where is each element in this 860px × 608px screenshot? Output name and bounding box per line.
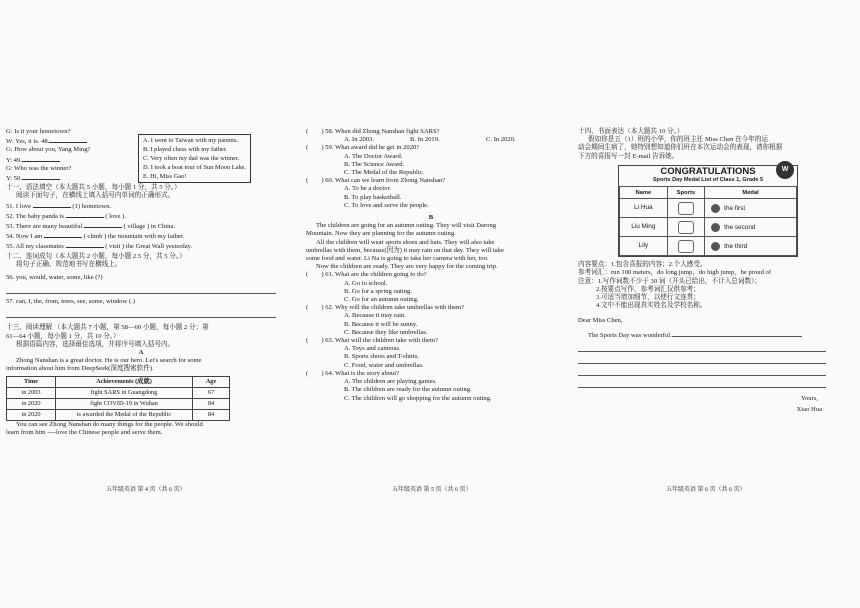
- dialogue-line: Y: 49.: [6, 155, 276, 165]
- option: B. To play basketball.: [344, 193, 402, 201]
- table-header-row: [620, 187, 797, 199]
- table-cell: 67: [193, 387, 230, 398]
- question-58: ( ) 58. When did Zhong Nanshan fight SARS?: [306, 128, 440, 135]
- option: A. Go to school.: [344, 279, 388, 287]
- passage-b-line: some food and water. Li Na is going to take her camera with her, too.: [306, 255, 489, 263]
- grammar-question: 51. I love (1) hometown.: [6, 202, 112, 210]
- section-11-instruction: 阅读下面句子，在横线上填入括号内单词的正确形式。: [16, 192, 175, 200]
- answer-line[interactable]: [578, 376, 826, 388]
- note-line: 4.文中不能出现真实姓名及学校名称。: [596, 302, 707, 310]
- card-subtitle: Sports Day Medal List of Class 1, Grade 5: [652, 177, 764, 184]
- answer-blank[interactable]: [84, 221, 122, 228]
- option: B. The children are ready for the autumn outing.: [344, 386, 472, 394]
- table-row: [7, 409, 230, 420]
- option: C. Because they like umbrellas.: [344, 328, 428, 336]
- answer-line[interactable]: [578, 364, 826, 376]
- medal-cell: the first: [705, 199, 797, 218]
- note-line: 注意：1.写作词数不少于 30 词（开头已给出，不计入总词数）；: [578, 277, 761, 285]
- letter-closing: Yours,: [800, 394, 818, 402]
- option: B. Because it will be sunny.: [344, 320, 418, 328]
- option: C. Food, water and umbrellas.: [344, 361, 424, 369]
- medal-cell: the third: [705, 237, 797, 256]
- question-56: 56. you, would, water, some, like (?): [6, 274, 103, 282]
- passage-a-line: Zhong Nanshan is a great doctor. He is our hero. Let's search for some: [16, 357, 202, 365]
- page-5-footer: 五年级英语 第 5 页（共 6 页）: [392, 487, 472, 493]
- dialogue-line: W: Yes, it is. 48.: [6, 136, 276, 146]
- passage-b-line: Now the children are ready. They are very happy for the coming trip.: [316, 263, 498, 271]
- answer-blank[interactable]: [49, 136, 87, 143]
- passage-b-line: Mountain. Now they are planning for the autumn outing.: [306, 230, 456, 238]
- passage-a-end-line: You can see Zhong Nanshan do many things for the people. We should: [16, 420, 203, 428]
- letter-signature: Xiao Hua: [796, 406, 822, 414]
- medal-cell: the second: [705, 218, 797, 237]
- dialogue-line: G: How about you, Yang Ming?: [6, 146, 91, 154]
- table-header: Time: [7, 376, 56, 387]
- option-item: C. Very often my dad was the winner.: [143, 155, 240, 162]
- table-row: [620, 237, 797, 256]
- option-item: E. Hi, Miss Gao!: [143, 173, 187, 180]
- badge-icon: W: [776, 161, 794, 179]
- note-line: 2.按要点写作，参考词汇仅供参考；: [596, 285, 700, 293]
- table-cell: in 2003: [7, 387, 56, 398]
- question-58-options: [306, 136, 556, 144]
- passage-b-line: The children are going for an autumn outing. They will visit Darong: [316, 222, 497, 230]
- question-57: 57. can, I, the, from, trees, see, some, window (.): [6, 298, 135, 306]
- intro-line: 动会期间生病了，她特别想知道你们班在本次运动会的表现，请你根据: [578, 144, 783, 152]
- question-59: ( ) 59. What award did he get in 2020?: [306, 144, 420, 152]
- passage-a-line: information about him from DeepSeek(深度搜索软件).: [6, 365, 154, 373]
- grammar-question: 53. There are many beautiful ( village ) in China.: [6, 223, 176, 231]
- passage-a-label: A: [138, 349, 144, 357]
- section-14-title: 十四、书面表达（本大题共 10 分。）: [578, 128, 684, 135]
- option: A. To be a doctor.: [344, 185, 392, 193]
- answer-blank[interactable]: [33, 201, 71, 208]
- page-6-column: [578, 128, 826, 414]
- card-title: CONGRATULATIONS: [660, 165, 756, 177]
- note-line: 3.可适当增加细节，以使行文连贯；: [596, 294, 700, 302]
- table-cell: is awarded the Medal of the Republic: [56, 409, 193, 420]
- table-header: Achievements (成就): [56, 376, 193, 387]
- table-row: [7, 398, 230, 409]
- table-cell: 84: [193, 398, 230, 409]
- dialogue-line: G: Is it your hometown?: [6, 128, 71, 135]
- table-header: Sports: [667, 187, 705, 199]
- passage-b-line: All the children will wear sports shoes and hats. They will also take: [316, 238, 495, 246]
- section-12-instruction: 将句子正确、规范地书写在横线上。: [16, 260, 122, 268]
- option: B. Sports shoes and T-shirts.: [344, 353, 420, 361]
- answer-line[interactable]: [6, 306, 276, 318]
- sport-icon: [678, 202, 694, 215]
- answer-blank[interactable]: [672, 330, 802, 337]
- medal-icon: [711, 223, 720, 232]
- option: B. The Science Award.: [344, 160, 405, 168]
- medal-icon: [711, 204, 720, 213]
- answer-blank[interactable]: [44, 231, 82, 238]
- grammar-question: 55. All my classmates ( visit ) the Great Wall yesterday.: [6, 243, 193, 251]
- table-row: [620, 199, 797, 218]
- page-5-column: [306, 128, 556, 403]
- sport-cell: [667, 199, 705, 218]
- option: B. Go for a spring outing.: [344, 287, 412, 295]
- section-13-title: 十三、阅读理解 （本大题共 7 小题，第 58—60 小题，每小题 2 分；第: [6, 324, 209, 332]
- question-60: ( ) 60. What can we learn from Zhong Nanshan?: [306, 177, 446, 185]
- answer-line[interactable]: [578, 340, 826, 352]
- grammar-question: 52. The baby panda is ( love ).: [6, 212, 126, 220]
- student-name: Li Hua: [620, 199, 668, 218]
- option: C. In 2020.: [486, 136, 516, 144]
- intro-line: 下方的喜报写一封 E-mail 告诉她。: [578, 152, 679, 160]
- question-62: ( ) 62. Why will the children take umbrellas with them?: [306, 304, 465, 312]
- table-cell: in 2020: [7, 398, 56, 409]
- section-13-instruction: 根据语篇内容，选择最佳选项，并将序号填入括号内。: [16, 340, 175, 348]
- page-4-footer: 五年级英语 第 4 页（共 6 页）: [106, 487, 186, 493]
- table-cell: fight SARS in Guangdong: [56, 387, 193, 398]
- sport-icon: [678, 221, 694, 234]
- option: A. In 2003.: [344, 136, 375, 144]
- question-63: ( ) 63. What will the children take with them?: [306, 337, 438, 345]
- medal-icon: [711, 242, 720, 251]
- answer-blank[interactable]: [66, 241, 104, 248]
- option: C. Go for an autumn outing.: [344, 296, 419, 304]
- reference-vocab: 参考词汇：run 100 meters，do long jump，do high jump，be proud of: [578, 269, 772, 277]
- section-13-title-cont: 61—64 小题，每小题 1 分，共 10 分。）: [6, 332, 120, 340]
- answer-blank[interactable]: [66, 211, 104, 218]
- sport-icon: [678, 240, 694, 253]
- dialogue-options-box: [138, 134, 251, 183]
- option: B. In 2019.: [410, 136, 440, 144]
- section-11-title: 十一、语法填空（本大题共 5 小题，每小题 1 分，共 5 分。）: [6, 184, 181, 192]
- table-header: Name: [620, 187, 668, 199]
- passage-b-line: umbrellas with them, because(因为) it may rain on that day. They will take: [306, 246, 504, 254]
- table-row: [620, 218, 797, 237]
- congratulations-card: [618, 165, 798, 257]
- option-item: A. I went to Taiwan with my parents.: [143, 137, 239, 144]
- grammar-question: 54. Now I am ( climb ) the mountain with my father.: [6, 233, 185, 241]
- section-12-title: 十二、连词成句（本大题共 2 小题，每小题 2.5 分，共 5 分。）: [6, 252, 186, 260]
- table-cell: 84: [193, 409, 230, 420]
- option: C. To love and serve the people.: [344, 201, 429, 209]
- option: A. Because it may rain.: [344, 312, 406, 320]
- content-points: 内容要点：1.包含喜报的内容；2.个人感受。: [578, 261, 707, 269]
- letter-first-line: The Sports Day was wonderful.: [578, 330, 826, 340]
- letter-greeting: Dear Miss Chen,: [578, 317, 623, 325]
- answer-blank[interactable]: [22, 155, 60, 162]
- dialogue-line: Y: 50.: [6, 173, 276, 183]
- option: A. Toys and cameras.: [344, 345, 401, 353]
- option: A. The Doctor Award.: [344, 152, 403, 160]
- question-64: ( ) 64. What is the story about?: [306, 369, 400, 377]
- sport-cell: [667, 218, 705, 237]
- table-header: Age: [193, 376, 230, 387]
- table-header-row: [7, 376, 230, 387]
- table-cell: fight COVID-19 in Wuhan: [56, 398, 193, 409]
- passage-a-end-line: learn from him ----love the Chinese people and serve them.: [6, 428, 163, 436]
- option-item: D. I took a boat tour of Sun Moon Lake.: [143, 164, 247, 171]
- answer-blank[interactable]: [22, 173, 60, 180]
- student-name: Liu Ming: [620, 218, 668, 237]
- dialogue-line: G: Who was the winner?: [6, 164, 72, 172]
- student-name: Lily: [620, 237, 668, 256]
- page-6-footer: 五年级英语 第 6 页（共 6 页）: [666, 487, 746, 493]
- intro-line: 假如你是五（1）班的小华，你的班主任 Miss Chen 在今年的运: [588, 136, 769, 144]
- option: C. The Medal of the Republic.: [344, 169, 425, 177]
- table-cell: in 2020: [7, 409, 56, 420]
- option: C. The children will go shopping for the autumn outing.: [344, 394, 492, 402]
- table-row: [7, 387, 230, 398]
- question-61: ( ) 61. What are the children going to do?: [306, 271, 427, 279]
- achievements-table: [6, 376, 230, 421]
- option: A. The children are playing games.: [344, 378, 437, 386]
- option-item: B. I played chess with my father.: [143, 146, 228, 153]
- medal-table: [619, 186, 797, 256]
- sport-cell: [667, 237, 705, 256]
- passage-b-label: B: [428, 214, 434, 222]
- answer-line[interactable]: [578, 352, 826, 364]
- table-header: Medal: [705, 187, 797, 199]
- answer-line[interactable]: [6, 282, 276, 294]
